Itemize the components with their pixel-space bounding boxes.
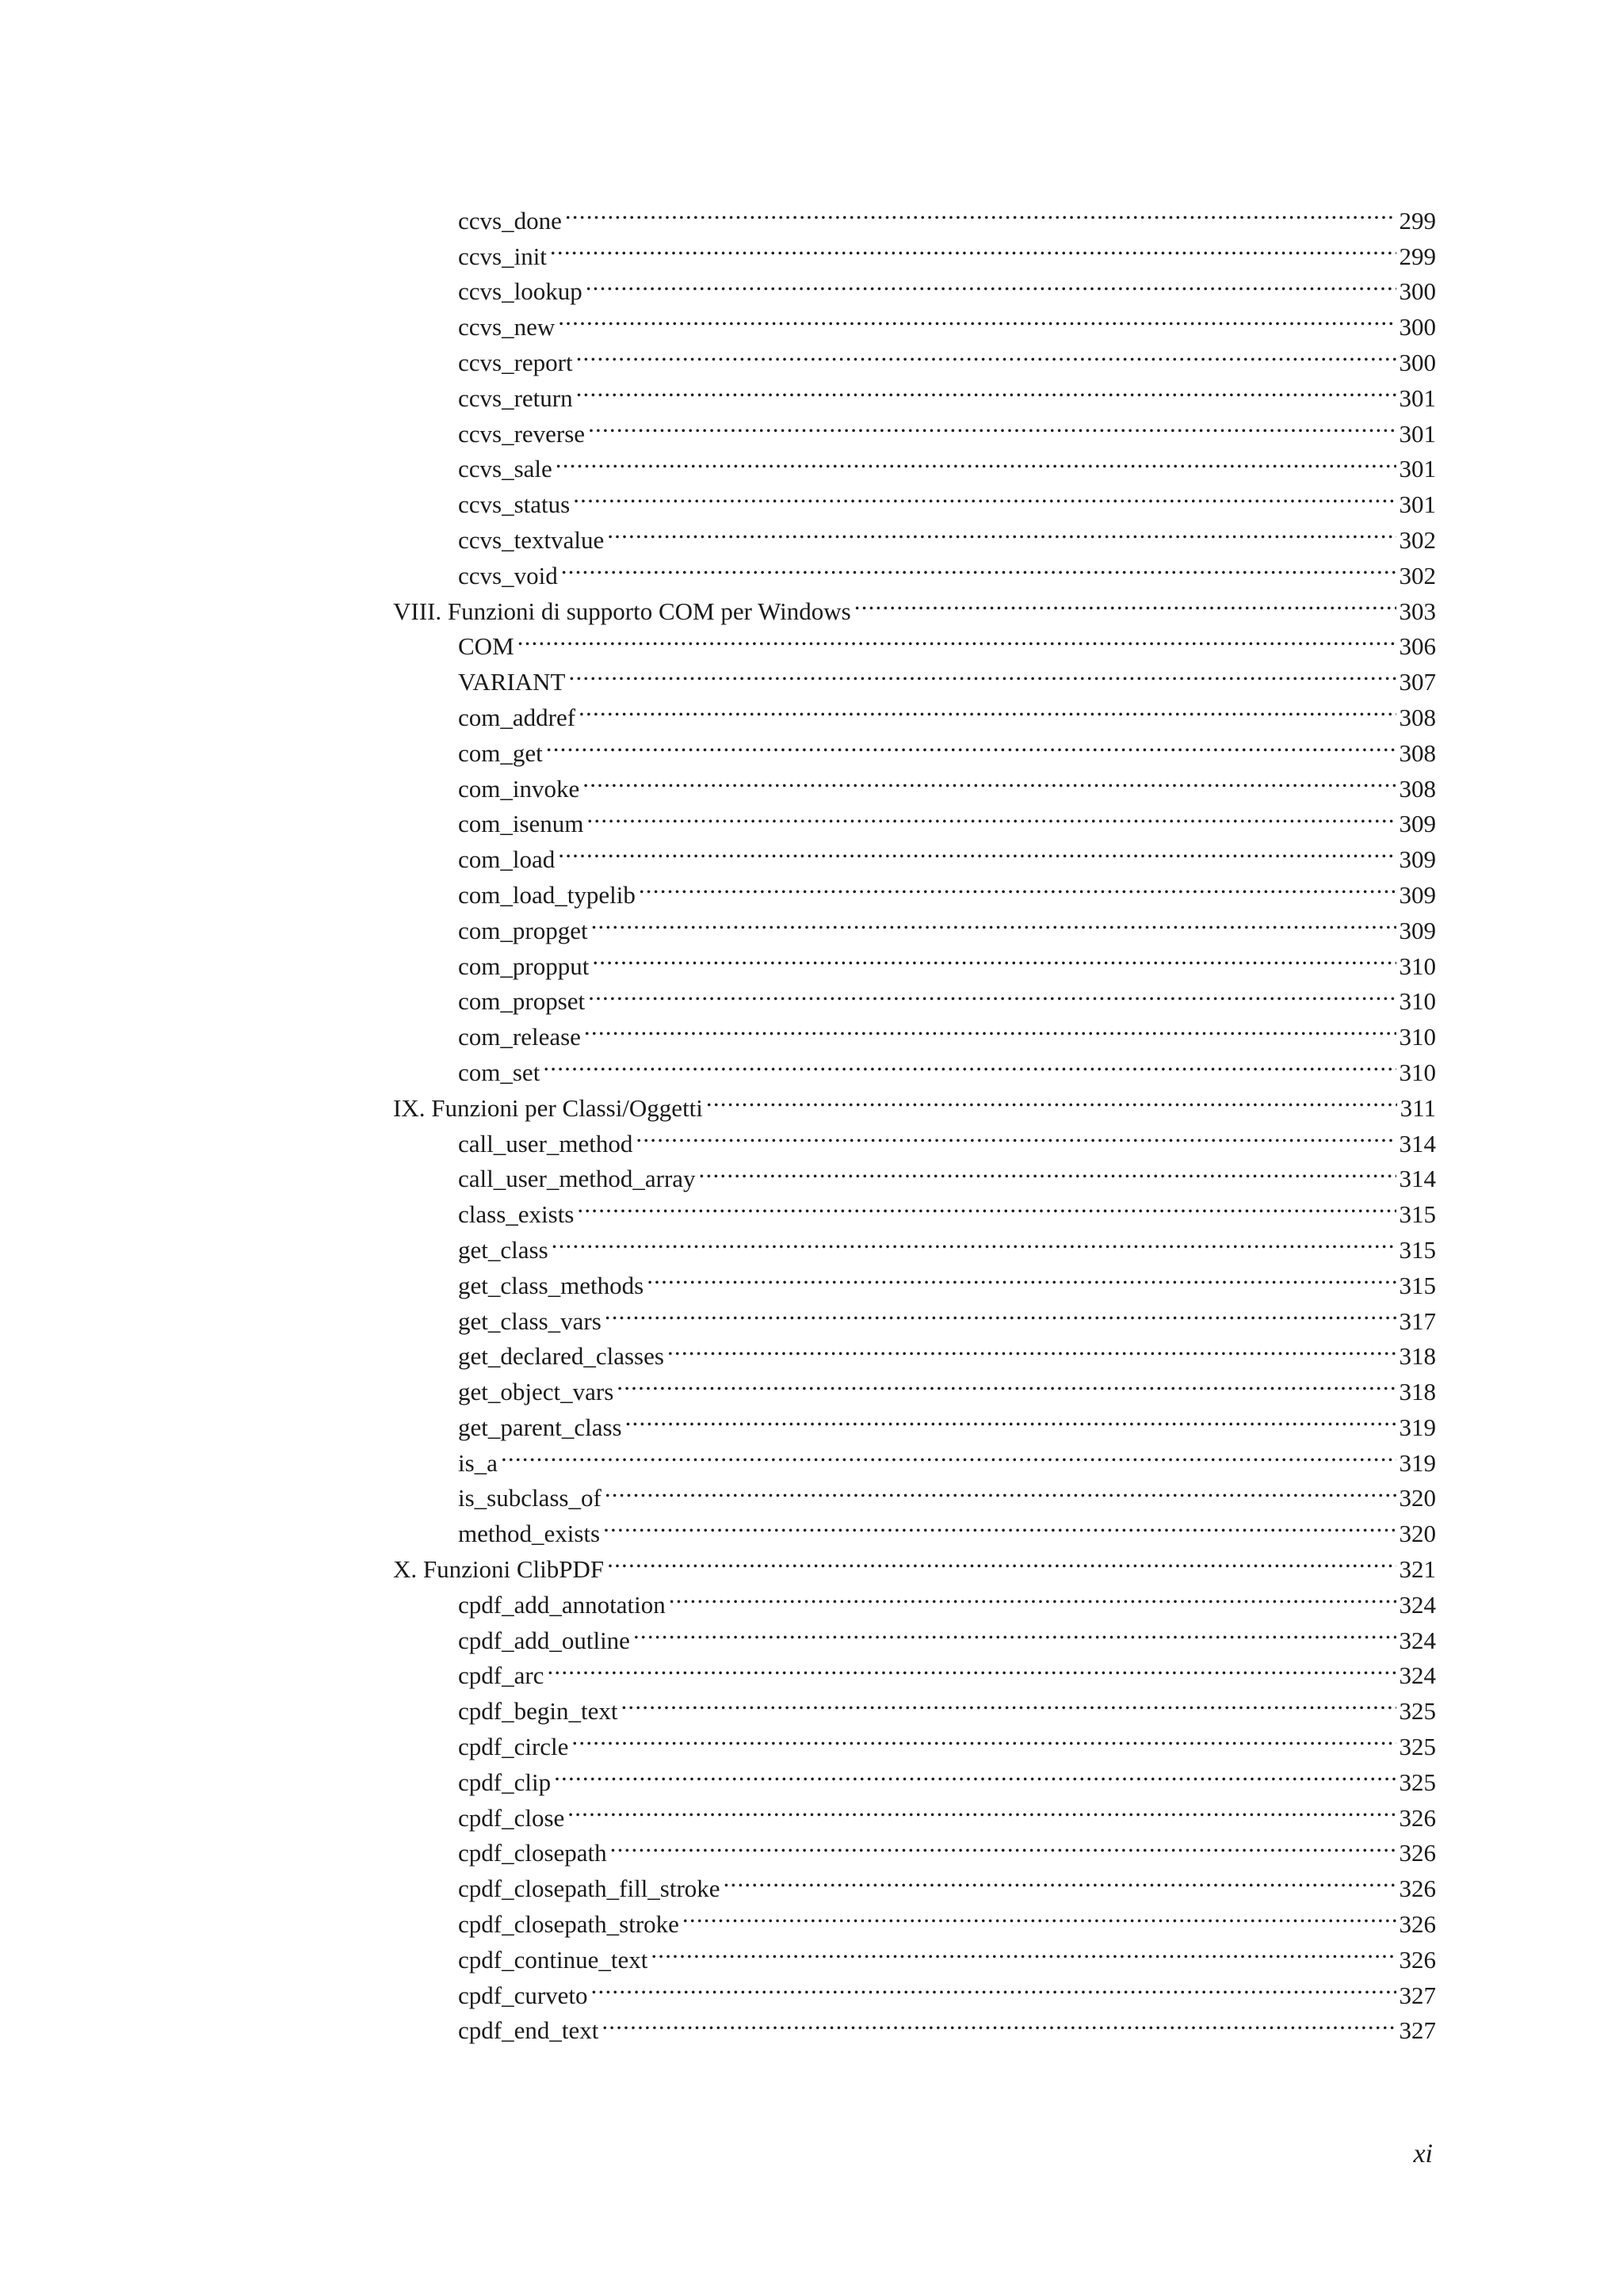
toc-page-number: 315 (1399, 1200, 1436, 1229)
toc-page-number: 314 (1399, 1129, 1436, 1158)
toc-dot-leader (706, 1081, 1397, 1116)
toc-entry-row[interactable] (393, 654, 1436, 696)
toc-entry-title: com_propget (458, 916, 588, 944)
toc-entry-title: ccvs_done (458, 206, 562, 235)
toc-entry-title: cpdf_circle (458, 1733, 569, 1761)
toc-entry-row[interactable] (393, 726, 1436, 767)
toc-dot-leader (682, 1897, 1396, 1932)
toc-dot-leader (588, 406, 1396, 442)
toc-page-number: 315 (1399, 1235, 1436, 1264)
toc-page-number: 324 (1399, 1626, 1436, 1654)
toc-page-number: 302 (1399, 525, 1436, 554)
toc-page-number: 318 (1399, 1378, 1436, 1406)
toc-dot-leader (669, 1577, 1396, 1613)
toc-entry-title: cpdf_end_text (458, 2016, 599, 2045)
toc-dot-leader (667, 1329, 1396, 1365)
toc-page-number: 300 (1399, 277, 1436, 306)
toc-dot-leader (592, 939, 1396, 974)
toc-page-number: 318 (1399, 1342, 1436, 1371)
toc-page-number: 299 (1399, 242, 1436, 270)
toc-entry-title: ccvs_status (458, 490, 571, 519)
toc-entry-title: com_release (458, 1023, 581, 1051)
toc-page-number: 314 (1399, 1165, 1436, 1193)
toc-page-number: 324 (1399, 1661, 1436, 1690)
toc-dot-leader (639, 868, 1396, 903)
toc-dot-leader (556, 442, 1396, 478)
toc-dot-leader (636, 1116, 1396, 1152)
toc-dot-leader (517, 620, 1396, 655)
toc-page-number: 300 (1399, 348, 1436, 376)
toc-entry-title: is_a (458, 1448, 498, 1477)
toc-dot-leader (651, 1932, 1396, 1968)
toc-entry-title: cpdf_begin_text (458, 1697, 618, 1726)
toc-dot-leader (633, 1613, 1396, 1649)
toc-page-number: 315 (1399, 1271, 1436, 1299)
toc-dot-leader (571, 1719, 1396, 1755)
toc-page-number: 309 (1399, 845, 1436, 874)
toc-entry-title: ccvs_sale (458, 455, 552, 483)
toc-dot-leader (558, 832, 1396, 868)
toc-entry-title: cpdf_add_outline (458, 1626, 630, 1654)
toc-entry-title: com_load_typelib (458, 880, 636, 909)
toc-dot-leader (607, 513, 1396, 548)
toc-dot-leader (558, 299, 1396, 335)
toc-page-number: 317 (1399, 1306, 1436, 1335)
toc-dot-leader (591, 903, 1396, 939)
toc-dot-leader (579, 690, 1396, 726)
toc-dot-leader (610, 1826, 1396, 1862)
toc-dot-leader (607, 1542, 1396, 1577)
toc-entry-title: com_get (458, 738, 543, 767)
toc-page-number: 320 (1399, 1520, 1436, 1548)
toc-dot-leader (586, 797, 1396, 833)
toc-entry-title: com_propset (458, 987, 586, 1016)
toc-dot-leader (573, 477, 1396, 513)
toc-entry-title: cpdf_closepath (458, 1839, 607, 1867)
toc-entry-title: get_class_methods (458, 1271, 644, 1299)
toc-entry-title: cpdf_curveto (458, 1981, 588, 2009)
toc-entry-title: get_parent_class (458, 1413, 622, 1441)
toc-page-number: 325 (1399, 1733, 1436, 1761)
toc-dot-leader (699, 1152, 1396, 1188)
toc-entry-row[interactable] (393, 1436, 1436, 1477)
toc-page-number: 324 (1399, 1590, 1436, 1619)
toc-dot-leader (547, 1649, 1396, 1684)
toc-page-number: 327 (1399, 1981, 1436, 2009)
toc-entry-title: cpdf_close (458, 1803, 565, 1832)
toc-entry-title: cpdf_closepath_stroke (458, 1910, 679, 1939)
toc-page-number: 325 (1399, 1697, 1436, 1726)
toc-entry-title: get_declared_classes (458, 1342, 664, 1371)
toc-entry-title: is_subclass_of (458, 1484, 601, 1512)
toc-entry-title: call_user_method_array (458, 1165, 696, 1193)
toc-page-number: 326 (1399, 1910, 1436, 1939)
toc-page-number: 321 (1399, 1555, 1436, 1584)
toc-dot-leader (569, 654, 1396, 690)
toc-entry-title: com_set (458, 1058, 540, 1086)
toc-dot-leader (552, 1222, 1396, 1258)
toc-entry-title: ccvs_reverse (458, 419, 586, 448)
toc-entry-title: cpdf_clip (458, 1768, 552, 1796)
toc-page-number: 300 (1399, 313, 1436, 341)
toc-entry-title: ccvs_return (458, 383, 573, 412)
toc-page-number: 308 (1399, 774, 1436, 803)
toc-page-number: 308 (1399, 703, 1436, 731)
toc-page-number: 326 (1399, 1803, 1436, 1832)
toc-dot-leader (854, 584, 1396, 620)
toc-dot-leader (601, 2004, 1396, 2039)
toc-entry-title: com_isenum (458, 810, 584, 838)
toc-page-number: 309 (1399, 810, 1436, 838)
toc-page-number: 307 (1399, 668, 1436, 696)
toc-page-number: 301 (1399, 383, 1436, 412)
toc-page-number: 306 (1399, 632, 1436, 661)
toc-dot-leader (647, 1258, 1396, 1294)
toc-entry-title: com_load (458, 845, 556, 874)
toc-entry-title: com_invoke (458, 774, 580, 803)
toc-entry-row[interactable] (393, 1684, 1436, 1726)
toc-page-number: 319 (1399, 1448, 1436, 1477)
toc-entry-row[interactable] (393, 1471, 1436, 1512)
toc-dot-leader (621, 1684, 1396, 1719)
toc-entry-title: VIII. Funzioni di supporto COM per Windows (393, 597, 851, 625)
toc-page-number: 320 (1399, 1484, 1436, 1512)
toc-page-number: 301 (1399, 419, 1436, 448)
toc-page-number: 326 (1399, 1839, 1436, 1867)
toc-entry-title: ccvs_textvalue (458, 525, 605, 554)
toc-entry-row[interactable] (393, 1649, 1436, 1690)
toc-dot-leader (561, 548, 1396, 584)
toc-entry-title: IX. Funzioni per Classi/Oggetti (393, 1093, 703, 1122)
toc-page-number: 325 (1399, 1768, 1436, 1796)
toc-page-number: 310 (1399, 987, 1436, 1016)
toc-entry-title: VARIANT (458, 668, 566, 696)
toc-dot-leader (582, 761, 1396, 797)
toc-page-number: 309 (1399, 916, 1436, 944)
toc-dot-leader (625, 1400, 1396, 1436)
toc-page-number: 302 (1399, 561, 1436, 589)
toc-page-number: 308 (1399, 738, 1436, 767)
toc-dot-leader (501, 1436, 1396, 1471)
toc-dot-leader (588, 974, 1396, 1010)
toc-entry-row[interactable] (393, 229, 1436, 270)
toc-dot-leader (591, 1968, 1396, 2004)
toc-dot-leader (543, 1045, 1396, 1081)
toc-page-number: 301 (1399, 455, 1436, 483)
toc-entry-title: get_object_vars (458, 1378, 614, 1406)
toc-entry-row[interactable] (393, 620, 1436, 661)
toc-dot-leader (576, 335, 1396, 371)
toc-entry-title: X. Funzioni ClibPDF (393, 1555, 605, 1584)
table-of-contents (393, 193, 1436, 2045)
toc-entry-row[interactable] (393, 193, 1436, 235)
toc-entry-row[interactable] (393, 761, 1436, 803)
toc-entry-title: cpdf_continue_text (458, 1945, 648, 1974)
toc-entry-title: ccvs_new (458, 313, 556, 341)
toc-entry-title: ccvs_void (458, 561, 558, 589)
toc-page-number: 310 (1399, 952, 1436, 980)
toc-dot-leader (567, 1791, 1396, 1826)
toc-entry-title: method_exists (458, 1520, 601, 1548)
toc-section-row[interactable] (393, 1081, 1436, 1122)
toc-entry-title: cpdf_arc (458, 1661, 544, 1690)
toc-dot-leader (605, 1471, 1396, 1507)
toc-entry-title: cpdf_closepath_fill_stroke (458, 1875, 720, 1903)
toc-entry-title: call_user_method (458, 1129, 633, 1158)
toc-entry-title: get_class (458, 1235, 548, 1264)
toc-page-number: 310 (1399, 1023, 1436, 1051)
page-number: xi (1413, 2139, 1433, 2168)
toc-page-number: 327 (1399, 2016, 1436, 2045)
toc-dot-leader (724, 1861, 1396, 1897)
toc-dot-leader (550, 229, 1396, 265)
toc-page-number: 326 (1399, 1945, 1436, 1974)
toc-entry-row[interactable] (393, 1045, 1436, 1086)
toc-entry-title: get_class_vars (458, 1306, 601, 1335)
toc-dot-leader (605, 1294, 1396, 1329)
toc-page-number: 303 (1399, 597, 1436, 625)
toc-entry-title: ccvs_report (458, 348, 573, 376)
toc-dot-leader (565, 193, 1396, 229)
toc-dot-leader (576, 371, 1396, 406)
toc-dot-leader (577, 1187, 1396, 1222)
toc-dot-leader (584, 1009, 1396, 1045)
toc-dot-leader (586, 265, 1396, 300)
toc-dot-leader (603, 1506, 1396, 1542)
toc-dot-leader (617, 1364, 1396, 1400)
toc-page-number: 309 (1399, 880, 1436, 909)
toc-entry-title: ccvs_init (458, 242, 547, 270)
toc-entry-title: class_exists (458, 1200, 575, 1229)
toc-page-number: 301 (1399, 490, 1436, 519)
toc-entry-title: cpdf_add_annotation (458, 1590, 666, 1619)
toc-page-number: 319 (1399, 1413, 1436, 1441)
toc-dot-leader (554, 1755, 1396, 1791)
toc-page-number: 311 (1400, 1093, 1436, 1122)
toc-dot-leader (546, 726, 1396, 761)
toc-entry-title: com_propput (458, 952, 590, 980)
toc-page-number: 310 (1399, 1058, 1436, 1086)
toc-page-number: 326 (1399, 1875, 1436, 1903)
toc-entry-title: com_addref (458, 703, 576, 731)
toc-page-number: 299 (1399, 206, 1436, 235)
toc-entry-title: ccvs_lookup (458, 277, 582, 306)
toc-entry-title: COM (458, 632, 514, 661)
